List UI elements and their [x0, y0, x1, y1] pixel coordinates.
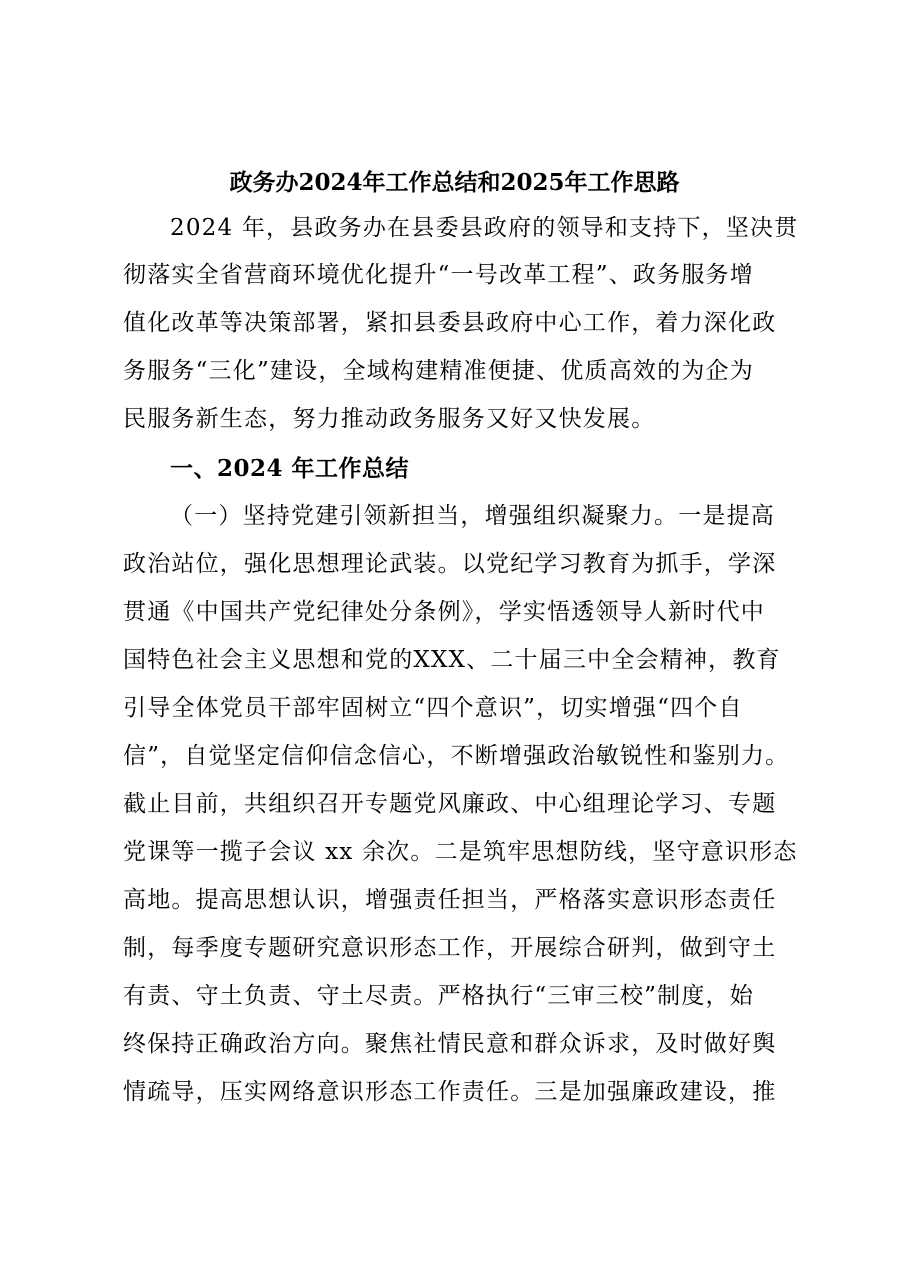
intro-line-5: 民服务新生态，努力推动政务服务又好又快发展。: [123, 406, 656, 432]
document-title: 政务办2024年工作总结和2025年工作思路: [229, 169, 680, 196]
body-line-12: 终保持正确政治方向。聚焦社情民意和群众诉求，及时做好舆: [123, 1031, 777, 1057]
body-line-2: 政治站位，强化思想理论武装。以党纪学习教育为抓手，学深: [123, 551, 777, 577]
body-line-11: 有责、守土负责、守土尽责。严格执行“三审三校”制度，始: [123, 983, 754, 1009]
body-line-7: 截止目前，共组织召开专题党风廉政、中心组理论学习、专题: [123, 791, 777, 817]
body-line-13: 情疏导，压实网络意识形态工作责任。三是加强廉政建设，推: [123, 1079, 777, 1105]
body-line-6: 信”，自觉坚定信仰信念信心，不断增强政治敏锐性和鉴别力。: [123, 743, 790, 769]
body-line-8: 党课等一揽子会议 xx 余次。二是筑牢思想防线，坚守意识形态: [123, 839, 798, 865]
body-line-4: 国特色社会主义思想和党的XXX、二十届三中全会精神，教育: [123, 647, 781, 673]
section-heading: 一、2024 年工作总结: [170, 455, 410, 482]
intro-line-4: 务服务“三化”建设，全域构建精准便捷、优质高效的为企为: [123, 358, 754, 384]
body-line-9: 高地。提高思想认识，增强责任担当，严格落实意识形态责任: [123, 887, 777, 913]
body-line-1: （一）坚持党建引领新担当，增强组织凝聚力。一是提高: [170, 503, 775, 529]
body-line-10: 制，每季度专题研究意识形态工作，开展综合研判，做到守土: [123, 935, 777, 961]
body-line-5: 引导全体党员干部牢固树立“四个意识”，切实增强“四个自: [123, 695, 743, 721]
intro-line-1: 2024 年，县政务办在县委县政府的领导和支持下，坚决贯: [170, 215, 799, 241]
body-line-3: 贯通《中国共产党纪律处分条例》，学实悟透领导人新时代中: [123, 599, 765, 625]
intro-line-3: 值化改革等决策部署，紧扣县委县政府中心工作，着力深化政: [123, 310, 777, 336]
intro-line-2: 彻落实全省营商环境优化提升“一号改革工程”、政务服务增: [123, 262, 754, 288]
